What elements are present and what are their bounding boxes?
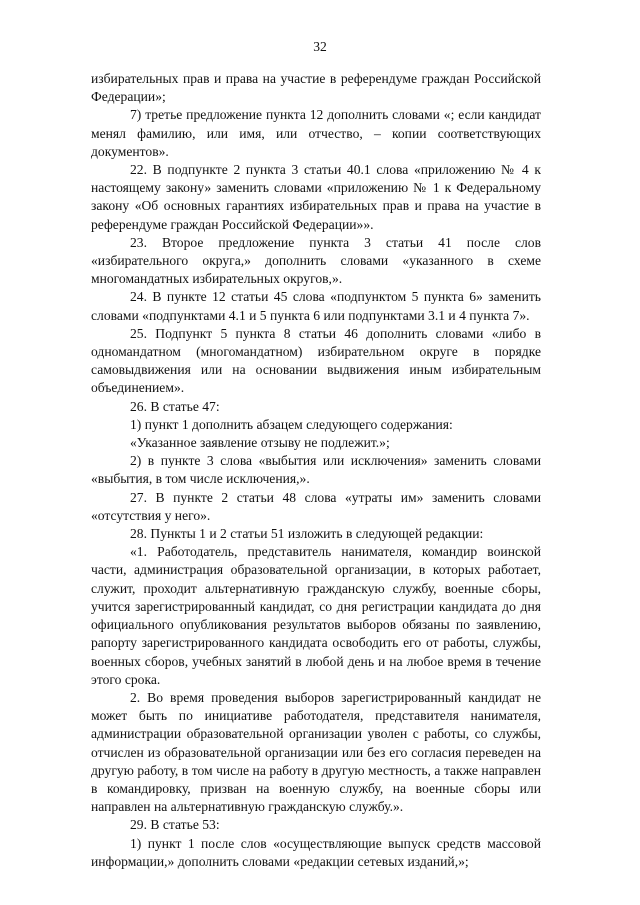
paragraph: 23. Второе предложение пункта 3 статьи 41 после слов «избирательного округа,» дополнить словами «указанного в схеме многомандатных избирательных округов,». [91,234,541,287]
paragraph: 1) пункт 1 после слов «осуществляющие выпуск средств массовой информации,» дополнить словами «редакции сетевых изданий,»; [91,835,541,869]
paragraph: избирательных прав и права на участие в референдуме граждан Российской Федерации»; [91,71,541,105]
paragraph: 22. В подпункте 2 пункта 3 статьи 40.1 слова «приложению № 4 к настоящему закону» заменить словами «приложению № 1 к Федеральному закону «Об основных гарантиях избирательных прав и права на участие в референдуме граждан Российской Федерации»». [91,162,541,232]
paragraph: 7) третье предложение пункта 12 дополнить словами «; если кандидат менял фамилию, или имя, или отчество, – копии соответствующих документов». [91,107,541,159]
paragraph: 27. В пункте 2 статьи 48 слова «утраты им» заменить словами «отсутствия у него». [91,489,541,523]
paragraph: 2. Во время проведения выборов зарегистрированный кандидат не может быть по инициативе работодателя, представителя нанимателя, администрации образовательной организации уволен с работы, со службы, отчислен из образовательной организации или без его согласия переведен на другую работу, в том числе на работу в другую местность, а также направлен в командировку, призван на военную службу, на военные сборы или направлен на альтернативную гражданскую службу.». [91,689,541,815]
paragraph: 29. В статье 53: [130,817,220,833]
document-body [91,70,541,871]
paragraph: 25. Подпункт 5 пункта 8 статьи 46 дополнить словами «либо в одномандатном (многомандатном) избирательном округе в порядке самовыдвижения или на основании выдвижения иным избирательным объединением». [91,325,541,396]
page-number: 32 [313,39,327,54]
paragraph: 26. В статье 47: [130,398,220,414]
paragraph: 2) в пункте 3 слова «выбытия или исключения» заменить словами «выбытия, в том числе исключения,». [91,453,541,487]
paragraph: «Указанное заявление отзыву не подлежит.»; [130,435,390,451]
paragraph: 28. Пункты 1 и 2 статьи 51 изложить в следующей редакции: [130,526,484,542]
paragraph: «1. Работодатель, представитель нанимателя, командир воинской части, администрация образовательной организации, в которых работает, служит, проходит альтернативную гражданскую службу, военные сборы, учится зарегистрированный кандидат, со дня регистрации кандидата до дня официального опубликования результатов выборов обязаны по заявлению, рапорту зарегистрированного кандидата освободить его от работы, службы, военных сборов, учебных занятий в любой день и на любое время в течение этого срока. [91,544,541,687]
paragraph: 24. В пункте 12 статьи 45 слова «подпунктом 5 пункта 6» заменить словами «подпунктами 4.1 и 5 пункта 6 или подпунктами 3.1 и 4 пункта 7». [91,289,541,323]
paragraph: 1) пункт 1 дополнить абзацем следующего содержания: [130,416,453,432]
